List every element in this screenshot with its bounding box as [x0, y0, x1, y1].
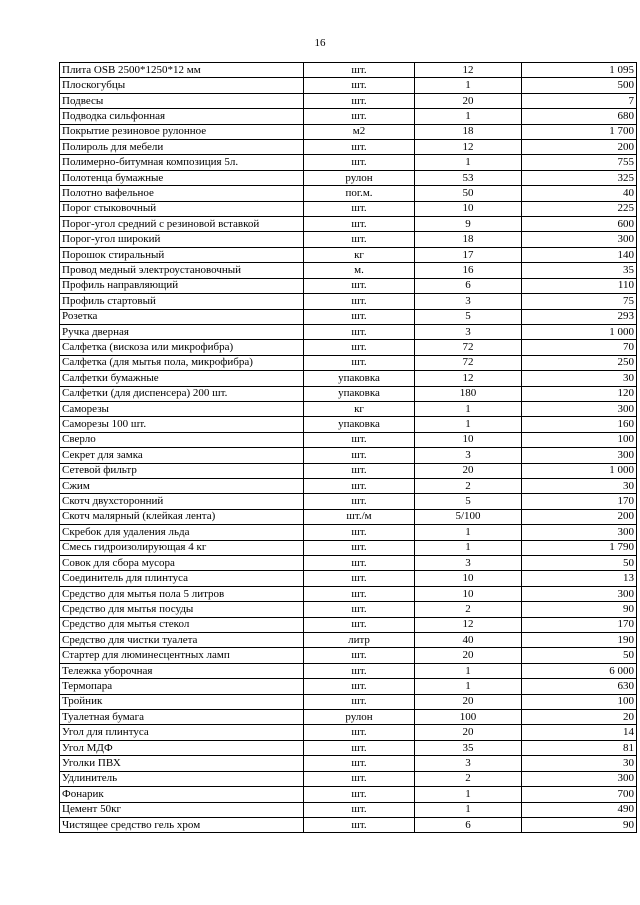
item-unit-cell: шт. [304, 494, 415, 509]
item-price-cell: 1 700 [522, 124, 637, 139]
item-quantity-cell: 1 [415, 78, 522, 93]
item-quantity-cell: 1 [415, 155, 522, 170]
item-name-cell: Саморезы [60, 401, 304, 416]
item-unit-cell: шт. [304, 617, 415, 632]
item-quantity-cell: 1 [415, 417, 522, 432]
item-quantity-cell: 12 [415, 63, 522, 78]
item-name-cell: Чистящее средство гель хром [60, 817, 304, 832]
item-price-cell: 100 [522, 694, 637, 709]
item-unit-cell: шт. [304, 725, 415, 740]
item-unit-cell: м. [304, 263, 415, 278]
item-unit-cell: шт. [304, 602, 415, 617]
item-unit-cell: шт. [304, 140, 415, 155]
item-quantity-cell: 3 [415, 448, 522, 463]
table-row [60, 247, 637, 262]
table-row [60, 787, 637, 802]
item-price-cell: 50 [522, 648, 637, 663]
table-row [60, 155, 637, 170]
table-row [60, 648, 637, 663]
item-unit-cell: шт. [304, 556, 415, 571]
item-price-cell: 1 000 [522, 463, 637, 478]
item-unit-cell: шт. [304, 232, 415, 247]
item-price-cell: 170 [522, 617, 637, 632]
item-unit-cell: шт. [304, 278, 415, 293]
item-unit-cell: шт. [304, 648, 415, 663]
item-unit-cell: шт. [304, 432, 415, 447]
item-name-cell: Профиль направляющий [60, 278, 304, 293]
item-unit-cell: м2 [304, 124, 415, 139]
item-name-cell: Полимерно-битумная композиция 5л. [60, 155, 304, 170]
item-price-cell: 300 [522, 771, 637, 786]
item-price-cell: 30 [522, 478, 637, 493]
item-name-cell: Плита OSB 2500*1250*12 мм [60, 63, 304, 78]
item-name-cell: Сетевой фильтр [60, 463, 304, 478]
item-name-cell: Тройник [60, 694, 304, 709]
item-unit-cell: литр [304, 633, 415, 648]
item-quantity-cell: 50 [415, 186, 522, 201]
item-name-cell: Фонарик [60, 787, 304, 802]
item-unit-cell: шт. [304, 78, 415, 93]
item-unit-cell: шт. [304, 756, 415, 771]
item-unit-cell: шт. [304, 802, 415, 817]
item-quantity-cell: 1 [415, 109, 522, 124]
item-price-cell: 755 [522, 155, 637, 170]
table-row [60, 509, 637, 524]
item-unit-cell: шт./м [304, 509, 415, 524]
item-quantity-cell: 2 [415, 602, 522, 617]
item-unit-cell: шт. [304, 571, 415, 586]
items-table [59, 62, 637, 833]
item-name-cell: Порошок стиральный [60, 247, 304, 262]
table-row [60, 586, 637, 601]
item-quantity-cell: 12 [415, 617, 522, 632]
item-unit-cell: шт. [304, 340, 415, 355]
table-row [60, 771, 637, 786]
item-quantity-cell: 5 [415, 309, 522, 324]
table-row [60, 679, 637, 694]
table-row [60, 109, 637, 124]
item-quantity-cell: 72 [415, 355, 522, 370]
table-row [60, 802, 637, 817]
item-quantity-cell: 1 [415, 802, 522, 817]
item-name-cell: Порог-угол широкий [60, 232, 304, 247]
item-name-cell: Салфетка (для мытья пола, микрофибра) [60, 355, 304, 370]
table-row [60, 817, 637, 832]
item-price-cell: 600 [522, 217, 637, 232]
item-quantity-cell: 1 [415, 525, 522, 540]
table-row [60, 432, 637, 447]
item-price-cell: 300 [522, 232, 637, 247]
item-quantity-cell: 2 [415, 771, 522, 786]
item-quantity-cell: 20 [415, 694, 522, 709]
table-row [60, 186, 637, 201]
item-unit-cell: шт. [304, 740, 415, 755]
item-price-cell: 120 [522, 386, 637, 401]
item-name-cell: Удлинитель [60, 771, 304, 786]
table-row [60, 417, 637, 432]
table-row [60, 710, 637, 725]
item-quantity-cell: 1 [415, 679, 522, 694]
table-row [60, 371, 637, 386]
item-unit-cell: упаковка [304, 417, 415, 432]
item-name-cell: Угол для плинтуса [60, 725, 304, 740]
item-name-cell: Секрет для замка [60, 448, 304, 463]
item-quantity-cell: 100 [415, 710, 522, 725]
table-row [60, 663, 637, 678]
item-price-cell: 200 [522, 509, 637, 524]
item-unit-cell: шт. [304, 694, 415, 709]
item-quantity-cell: 12 [415, 371, 522, 386]
table-row [60, 694, 637, 709]
item-name-cell: Покрытие резиновое рулонное [60, 124, 304, 139]
item-quantity-cell: 180 [415, 386, 522, 401]
item-quantity-cell: 20 [415, 463, 522, 478]
item-price-cell: 300 [522, 401, 637, 416]
item-name-cell: Средство для чистки туалета [60, 633, 304, 648]
table-row [60, 756, 637, 771]
item-unit-cell: шт. [304, 771, 415, 786]
item-name-cell: Саморезы 100 шт. [60, 417, 304, 432]
item-name-cell: Термопара [60, 679, 304, 694]
item-quantity-cell: 35 [415, 740, 522, 755]
item-unit-cell: рулон [304, 710, 415, 725]
item-unit-cell: шт. [304, 586, 415, 601]
table-row [60, 725, 637, 740]
table-row [60, 78, 637, 93]
item-unit-cell: шт. [304, 448, 415, 463]
item-price-cell: 30 [522, 371, 637, 386]
item-name-cell: Скотч двухсторонний [60, 494, 304, 509]
item-quantity-cell: 20 [415, 648, 522, 663]
item-quantity-cell: 17 [415, 247, 522, 262]
table-row [60, 63, 637, 78]
item-name-cell: Салфетка (вискоза или микрофибра) [60, 340, 304, 355]
table-row [60, 386, 637, 401]
item-name-cell: Соединитель для плинтуса [60, 571, 304, 586]
item-name-cell: Подвесы [60, 93, 304, 108]
item-price-cell: 14 [522, 725, 637, 740]
item-name-cell: Сверло [60, 432, 304, 447]
table-row [60, 478, 637, 493]
item-unit-cell: шт. [304, 679, 415, 694]
item-price-cell: 630 [522, 679, 637, 694]
item-unit-cell: шт. [304, 155, 415, 170]
item-quantity-cell: 5/100 [415, 509, 522, 524]
table-row [60, 170, 637, 185]
item-name-cell: Салфетки бумажные [60, 371, 304, 386]
item-price-cell: 300 [522, 448, 637, 463]
item-unit-cell: шт. [304, 525, 415, 540]
item-unit-cell: шт. [304, 324, 415, 339]
item-name-cell: Полироль для мебели [60, 140, 304, 155]
item-price-cell: 1 000 [522, 324, 637, 339]
item-price-cell: 40 [522, 186, 637, 201]
table-row [60, 324, 637, 339]
item-name-cell: Скотч малярный (клейкая лента) [60, 509, 304, 524]
table-row [60, 740, 637, 755]
item-unit-cell: шт. [304, 63, 415, 78]
item-name-cell: Полотенца бумажные [60, 170, 304, 185]
table-row [60, 540, 637, 555]
item-quantity-cell: 3 [415, 756, 522, 771]
table-row [60, 602, 637, 617]
item-unit-cell: шт. [304, 663, 415, 678]
item-name-cell: Провод медный электроустановочный [60, 263, 304, 278]
item-quantity-cell: 10 [415, 432, 522, 447]
table-row [60, 340, 637, 355]
item-name-cell: Порог-угол средний с резиновой вставкой [60, 217, 304, 232]
item-name-cell: Полотно вафельное [60, 186, 304, 201]
item-unit-cell: кг [304, 401, 415, 416]
item-price-cell: 300 [522, 586, 637, 601]
item-unit-cell: шт. [304, 294, 415, 309]
item-name-cell: Средство для мытья пола 5 литров [60, 586, 304, 601]
item-name-cell: Уголки ПВХ [60, 756, 304, 771]
item-price-cell: 500 [522, 78, 637, 93]
table-row [60, 309, 637, 324]
item-quantity-cell: 3 [415, 294, 522, 309]
item-unit-cell: шт. [304, 478, 415, 493]
item-name-cell: Смесь гидроизолирующая 4 кг [60, 540, 304, 555]
table-row [60, 463, 637, 478]
item-quantity-cell: 40 [415, 633, 522, 648]
item-price-cell: 293 [522, 309, 637, 324]
item-price-cell: 250 [522, 355, 637, 370]
item-quantity-cell: 12 [415, 140, 522, 155]
item-quantity-cell: 10 [415, 571, 522, 586]
item-price-cell: 50 [522, 556, 637, 571]
table-row [60, 355, 637, 370]
item-quantity-cell: 6 [415, 278, 522, 293]
item-price-cell: 70 [522, 340, 637, 355]
item-price-cell: 75 [522, 294, 637, 309]
table-row [60, 263, 637, 278]
table-row [60, 232, 637, 247]
item-quantity-cell: 16 [415, 263, 522, 278]
item-unit-cell: шт. [304, 355, 415, 370]
item-price-cell: 81 [522, 740, 637, 755]
item-quantity-cell: 1 [415, 401, 522, 416]
item-quantity-cell: 1 [415, 540, 522, 555]
item-price-cell: 20 [522, 710, 637, 725]
item-name-cell: Стартер для люминесцентных ламп [60, 648, 304, 663]
item-name-cell: Салфетки (для диспенсера) 200 шт. [60, 386, 304, 401]
item-quantity-cell: 6 [415, 817, 522, 832]
item-name-cell: Порог стыковочный [60, 201, 304, 216]
item-price-cell: 110 [522, 278, 637, 293]
item-unit-cell: шт. [304, 309, 415, 324]
item-quantity-cell: 20 [415, 93, 522, 108]
item-unit-cell: пог.м. [304, 186, 415, 201]
item-quantity-cell: 9 [415, 217, 522, 232]
item-name-cell: Ручка дверная [60, 324, 304, 339]
item-price-cell: 490 [522, 802, 637, 817]
table-row [60, 201, 637, 216]
item-price-cell: 1 790 [522, 540, 637, 555]
item-unit-cell: упаковка [304, 371, 415, 386]
item-quantity-cell: 20 [415, 725, 522, 740]
item-price-cell: 225 [522, 201, 637, 216]
table-row [60, 217, 637, 232]
item-name-cell: Тележка уборочная [60, 663, 304, 678]
item-quantity-cell: 18 [415, 124, 522, 139]
item-name-cell: Средство для мытья стекол [60, 617, 304, 632]
table-row [60, 93, 637, 108]
item-price-cell: 6 000 [522, 663, 637, 678]
item-unit-cell: шт. [304, 463, 415, 478]
item-unit-cell: шт. [304, 217, 415, 232]
table-row [60, 494, 637, 509]
item-unit-cell: шт. [304, 787, 415, 802]
item-price-cell: 140 [522, 247, 637, 262]
table-row [60, 617, 637, 632]
item-price-cell: 7 [522, 93, 637, 108]
item-price-cell: 700 [522, 787, 637, 802]
item-name-cell: Средство для мытья посуды [60, 602, 304, 617]
item-unit-cell: шт. [304, 817, 415, 832]
item-price-cell: 325 [522, 170, 637, 185]
item-price-cell: 90 [522, 817, 637, 832]
item-quantity-cell: 5 [415, 494, 522, 509]
item-unit-cell: кг [304, 247, 415, 262]
item-quantity-cell: 3 [415, 556, 522, 571]
item-unit-cell: шт. [304, 109, 415, 124]
item-name-cell: Розетка [60, 309, 304, 324]
item-quantity-cell: 53 [415, 170, 522, 185]
item-price-cell: 35 [522, 263, 637, 278]
item-name-cell: Цемент 50кг [60, 802, 304, 817]
item-quantity-cell: 1 [415, 663, 522, 678]
item-unit-cell: рулон [304, 170, 415, 185]
item-price-cell: 200 [522, 140, 637, 155]
table-row [60, 448, 637, 463]
item-name-cell: Скребок для удаления льда [60, 525, 304, 540]
item-name-cell: Совок для сбора мусора [60, 556, 304, 571]
item-price-cell: 300 [522, 525, 637, 540]
item-quantity-cell: 2 [415, 478, 522, 493]
table-row [60, 525, 637, 540]
item-unit-cell: упаковка [304, 386, 415, 401]
item-name-cell: Профиль стартовый [60, 294, 304, 309]
item-price-cell: 170 [522, 494, 637, 509]
item-price-cell: 100 [522, 432, 637, 447]
item-price-cell: 1 095 [522, 63, 637, 78]
table-row [60, 401, 637, 416]
table-row [60, 294, 637, 309]
item-price-cell: 13 [522, 571, 637, 586]
item-name-cell: Туалетная бумага [60, 710, 304, 725]
item-quantity-cell: 10 [415, 201, 522, 216]
table-row [60, 140, 637, 155]
item-name-cell: Сжим [60, 478, 304, 493]
item-price-cell: 680 [522, 109, 637, 124]
table-row [60, 571, 637, 586]
item-quantity-cell: 10 [415, 586, 522, 601]
item-name-cell: Подводка сильфонная [60, 109, 304, 124]
item-quantity-cell: 72 [415, 340, 522, 355]
item-unit-cell: шт. [304, 201, 415, 216]
page-number: 16 [314, 37, 326, 49]
item-name-cell: Плоскогубцы [60, 78, 304, 93]
item-price-cell: 160 [522, 417, 637, 432]
table-row [60, 278, 637, 293]
item-price-cell: 190 [522, 633, 637, 648]
item-quantity-cell: 18 [415, 232, 522, 247]
table-row [60, 124, 637, 139]
item-unit-cell: шт. [304, 93, 415, 108]
table-row [60, 633, 637, 648]
item-price-cell: 90 [522, 602, 637, 617]
item-price-cell: 30 [522, 756, 637, 771]
item-quantity-cell: 1 [415, 787, 522, 802]
item-name-cell: Угол МДФ [60, 740, 304, 755]
item-quantity-cell: 3 [415, 324, 522, 339]
table-row [60, 556, 637, 571]
item-unit-cell: шт. [304, 540, 415, 555]
items-table-body [60, 63, 637, 833]
